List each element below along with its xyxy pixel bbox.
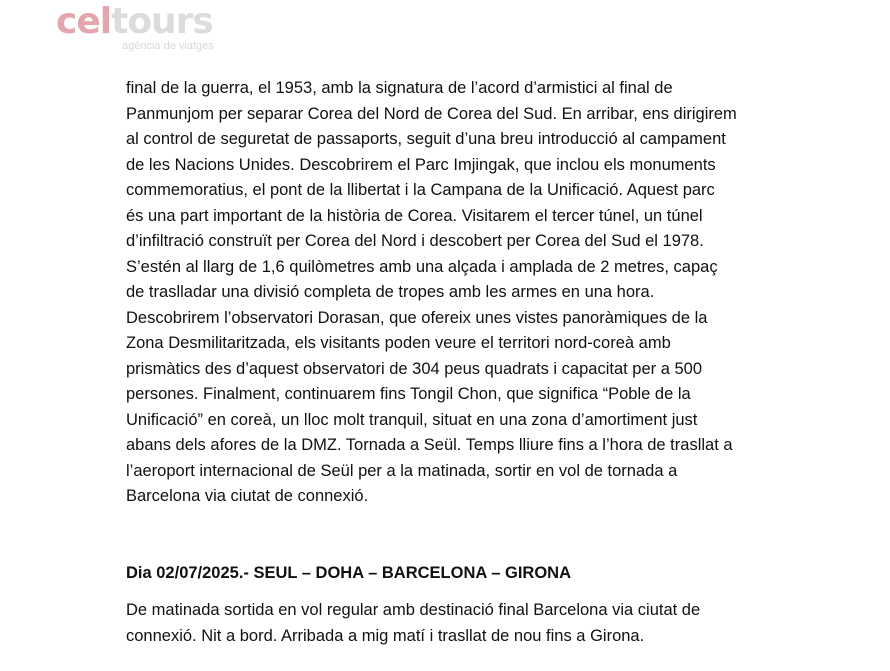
- paragraph-line: Zona Desmilitaritzada, els visitants poden veure el territori nord-coreà amb: [126, 334, 671, 352]
- paragraph-line: de traslladar una divisió completa de tropes amb les armes en una hora.: [126, 283, 655, 301]
- day-description-paragraph: [126, 598, 700, 649]
- paragraph-line: d’infiltració construït per Corea del Nord i descobert per Corea del Sud el 1978.: [126, 232, 704, 250]
- logo-wordmark-tours: tours: [111, 1, 213, 42]
- paragraph-line: de les Nacions Unides. Descobrirem el Parc Imjingak, que inclou els monuments: [126, 155, 716, 174]
- paragraph-line: l’aeroport internacional de Seül per a la matinada, sortir en vol de tornada a: [126, 461, 678, 480]
- paragraph-line: és una part important de la història de Corea. Visitarem el tercer túnel, un túnel: [126, 206, 703, 225]
- paragraph-line: abans dels afores de la DMZ. Tornada a Seül. Temps lliure fins a l’hora de trasllat a: [126, 436, 733, 454]
- celtours-logo[interactable]: [56, 2, 226, 54]
- day-heading: Dia 02/07/2025.- SEUL – DOHA – BARCELONA – GIRONA: [126, 564, 572, 582]
- paragraph-line: commemoratius, el pont de la llibertat i la Campana de la Unificació. Aquest parc: [126, 181, 715, 199]
- paragraph-line: Panmunjom per separar Corea del Nord de Corea del Sud. En arribar, ens dirigirem: [126, 104, 737, 123]
- paragraph-line: Descobrirem l’observatori Dorasan, que ofereix unes vistes panoràmiques de la: [126, 308, 708, 327]
- logo-wordmark: [56, 2, 213, 42]
- logo-tagline: agència de viatges: [122, 40, 214, 52]
- paragraph-line: connexió. Nit a bord. Arribada a mig matí i trasllat de nou fins a Girona.: [126, 626, 645, 645]
- paragraph-line: S’estén al llarg de 1,6 quilòmetres amb una alçada i amplada de 2 metres, capaç: [126, 257, 718, 276]
- itinerary-paragraph: [126, 76, 786, 510]
- itinerary-content: [126, 76, 786, 510]
- paragraph-line: al control de seguretat de passaports, seguit d’una breu introducció al campament: [126, 130, 726, 148]
- paragraph-line: De matinada sortida en vol regular amb destinació final Barcelona via ciutat de: [126, 601, 701, 619]
- paragraph-line: Unificació” en coreà, un lloc molt tranquil, situat en una zona d’amortiment just: [126, 410, 698, 429]
- paragraph-line: persones. Finalment, continuarem fins Tongil Chon, que significa “Poble de la: [126, 385, 691, 403]
- paragraph-line: Barcelona via ciutat de connexió.: [126, 487, 369, 505]
- paragraph-line: final de la guerra, el 1953, amb la signatura de l’acord d’armistici al final de: [126, 79, 673, 97]
- paragraph-line: prismàtics des d’aquest observatori de 304 peus quadrats i capacitat per a 500: [126, 359, 703, 378]
- logo-wordmark-cel: cel: [56, 1, 112, 42]
